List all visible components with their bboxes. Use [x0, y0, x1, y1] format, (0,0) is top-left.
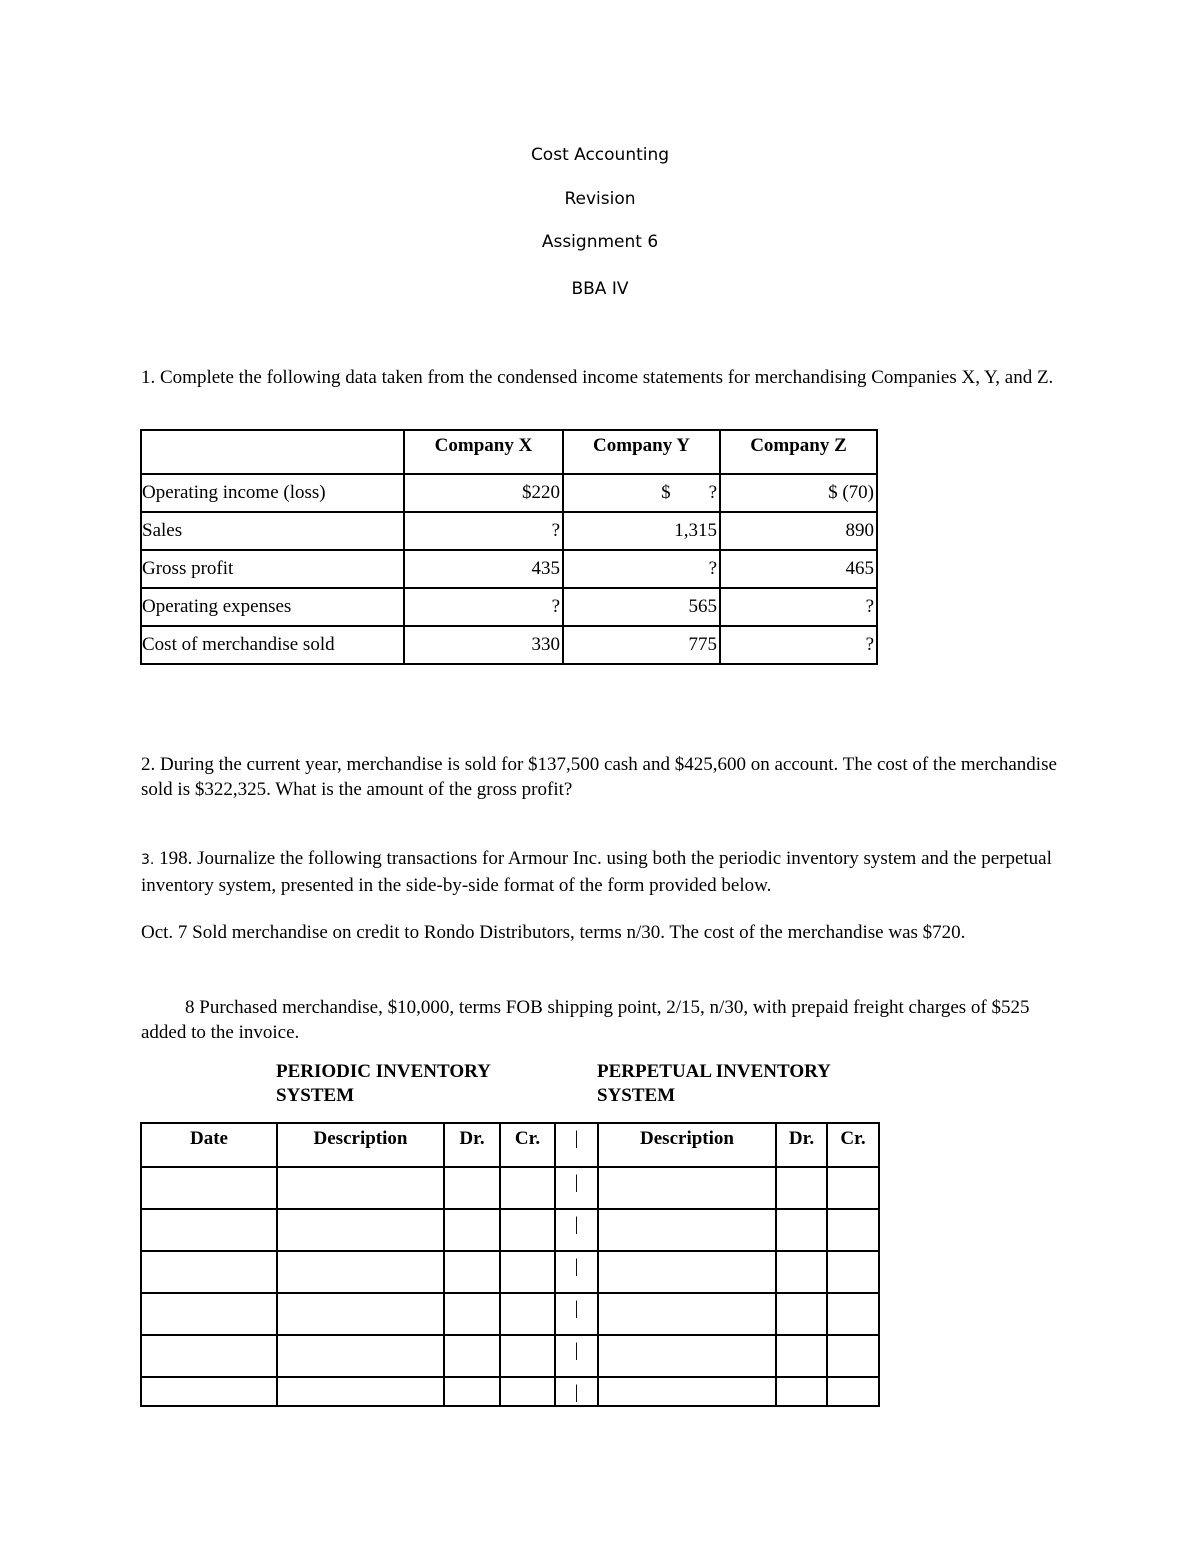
journal-cell[interactable]: [444, 1167, 500, 1209]
question-2-text: 2. During the current year, merchandise is sold for $137,500 cash and $425,600 on account. The cost of the merchandise sold is $322,325. What is the amount of the gross profit?: [141, 754, 1057, 800]
journal-cell[interactable]: [827, 1293, 879, 1335]
separator-mark: |: [555, 1251, 598, 1293]
journal-row: [141, 1167, 879, 1209]
table-row: [141, 588, 877, 626]
journal-row: [141, 1209, 879, 1251]
assignment-label: Assignment 6: [541, 232, 659, 252]
journal-cell[interactable]: [776, 1335, 827, 1377]
header-company-z: Company Z: [720, 430, 877, 474]
header-company-x: Company X: [404, 430, 563, 474]
cell-value: 775: [563, 626, 720, 664]
table-row: [141, 474, 877, 512]
header-dr-perpetual: Dr.: [776, 1123, 827, 1167]
transaction-oct-8: [141, 995, 1071, 1045]
separator-mark: |: [555, 1209, 598, 1251]
journal-cell[interactable]: [776, 1167, 827, 1209]
journal-cell[interactable]: [277, 1335, 444, 1377]
journal-cell[interactable]: [277, 1251, 444, 1293]
cell-value: 465: [720, 550, 877, 588]
header-cr-periodic: Cr.: [500, 1123, 555, 1167]
journal-cell[interactable]: [141, 1377, 277, 1406]
row-label: Gross profit: [141, 550, 404, 588]
header-company-y: Company Y: [563, 430, 720, 474]
journal-header-row: [141, 1123, 879, 1167]
journal-cell[interactable]: [598, 1335, 776, 1377]
journal-cell[interactable]: [598, 1377, 776, 1406]
separator-mark: |: [555, 1167, 598, 1209]
journal-cell[interactable]: [141, 1167, 277, 1209]
journal-cell[interactable]: [776, 1377, 827, 1406]
question-1-text: 1. Complete the following data taken from the condensed income statements for merchandising Companies X, Y, and Z.: [141, 367, 1054, 388]
cell-value: 435: [404, 550, 563, 588]
journal-cell[interactable]: [500, 1335, 555, 1377]
cell-value: 565: [563, 588, 720, 626]
cell-value: ?: [563, 550, 720, 588]
row-label: Operating income (loss): [141, 474, 404, 512]
header-cell-empty: [141, 430, 404, 474]
journal-cell[interactable]: [444, 1335, 500, 1377]
journal-cell[interactable]: [598, 1293, 776, 1335]
separator-mark: |: [555, 1377, 598, 1406]
journal-form-table: [140, 1122, 880, 1407]
question-3-text: [141, 846, 1071, 898]
table-header-row: [141, 430, 877, 474]
journal-cell[interactable]: [500, 1377, 555, 1406]
journal-cell[interactable]: [776, 1209, 827, 1251]
cell-value: $220: [404, 474, 563, 512]
journal-cell[interactable]: [141, 1251, 277, 1293]
journal-cell[interactable]: [141, 1293, 277, 1335]
perpetual-system-title: PERPETUAL INVENTORY SYSTEM: [597, 1061, 831, 1106]
journal-row: [141, 1293, 879, 1335]
journal-cell[interactable]: [827, 1167, 879, 1209]
income-statement-table: [140, 429, 878, 665]
transaction-oct-7: Oct. 7 Sold merchandise on credit to Rondo Distributors, terms n/30. The cost of the merchandise was $720.: [141, 922, 966, 943]
journal-row: [141, 1335, 879, 1377]
cell-value: ?: [720, 626, 877, 664]
cell-value: 1,315: [563, 512, 720, 550]
table-row: [141, 550, 877, 588]
header-cr-perpetual: Cr.: [827, 1123, 879, 1167]
cell-value: 890: [720, 512, 877, 550]
header-description-perpetual: Description: [598, 1123, 776, 1167]
row-label: Operating expenses: [141, 588, 404, 626]
journal-cell[interactable]: [141, 1335, 277, 1377]
header-dr-periodic: Dr.: [444, 1123, 500, 1167]
cell-value: ?: [404, 512, 563, 550]
journal-cell[interactable]: [598, 1251, 776, 1293]
cell-value: 330: [404, 626, 563, 664]
journal-cell[interactable]: [277, 1209, 444, 1251]
header-description-periodic: Description: [277, 1123, 444, 1167]
row-label: Cost of merchandise sold: [141, 626, 404, 664]
journal-row: [141, 1377, 879, 1406]
journal-cell[interactable]: [827, 1377, 879, 1406]
table-row: [141, 512, 877, 550]
journal-cell[interactable]: [444, 1377, 500, 1406]
journal-cell[interactable]: [141, 1209, 277, 1251]
journal-cell[interactable]: [776, 1293, 827, 1335]
journal-cell[interactable]: [598, 1167, 776, 1209]
question-3-number: 3.: [141, 852, 155, 868]
row-label: Sales: [141, 512, 404, 550]
journal-cell[interactable]: [827, 1209, 879, 1251]
journal-cell[interactable]: [598, 1209, 776, 1251]
journal-cell[interactable]: [277, 1377, 444, 1406]
journal-cell[interactable]: [444, 1293, 500, 1335]
separator-mark: |: [555, 1293, 598, 1335]
journal-cell[interactable]: [500, 1167, 555, 1209]
cell-value: ?: [720, 588, 877, 626]
journal-cell[interactable]: [444, 1251, 500, 1293]
table-row: [141, 626, 877, 664]
header-separator: |: [555, 1123, 598, 1167]
journal-cell[interactable]: [500, 1209, 555, 1251]
document-subtitle: Revision: [564, 189, 636, 209]
separator-mark: |: [555, 1335, 598, 1377]
periodic-system-title: PERIODIC INVENTORY SYSTEM: [276, 1061, 491, 1106]
journal-cell[interactable]: [500, 1251, 555, 1293]
document-title: Cost Accounting: [530, 145, 670, 165]
journal-cell[interactable]: [776, 1251, 827, 1293]
journal-cell[interactable]: [277, 1293, 444, 1335]
transaction-oct-8-text: 8 Purchased merchandise, $10,000, terms FOB shipping point, 2/15, n/30, with prepaid freight charges of $525 added to the invoice.: [141, 997, 1030, 1043]
journal-cell[interactable]: [827, 1251, 879, 1293]
journal-cell[interactable]: [500, 1293, 555, 1335]
cell-value: $ (70): [720, 474, 877, 512]
header-date: Date: [141, 1123, 277, 1167]
cell-value: $ ?: [563, 474, 720, 512]
course-label: BBA IV: [571, 279, 629, 299]
journal-cell[interactable]: [444, 1209, 500, 1251]
journal-cell[interactable]: [277, 1167, 444, 1209]
cell-value: ?: [404, 588, 563, 626]
journal-row: [141, 1251, 879, 1293]
question-3-body: 198. Journalize the following transactions for Armour Inc. using both the periodic inventory system and the perpetual inventory system, presented in the side-by-side format of the form provided below.: [141, 848, 1052, 896]
journal-cell[interactable]: [827, 1335, 879, 1377]
